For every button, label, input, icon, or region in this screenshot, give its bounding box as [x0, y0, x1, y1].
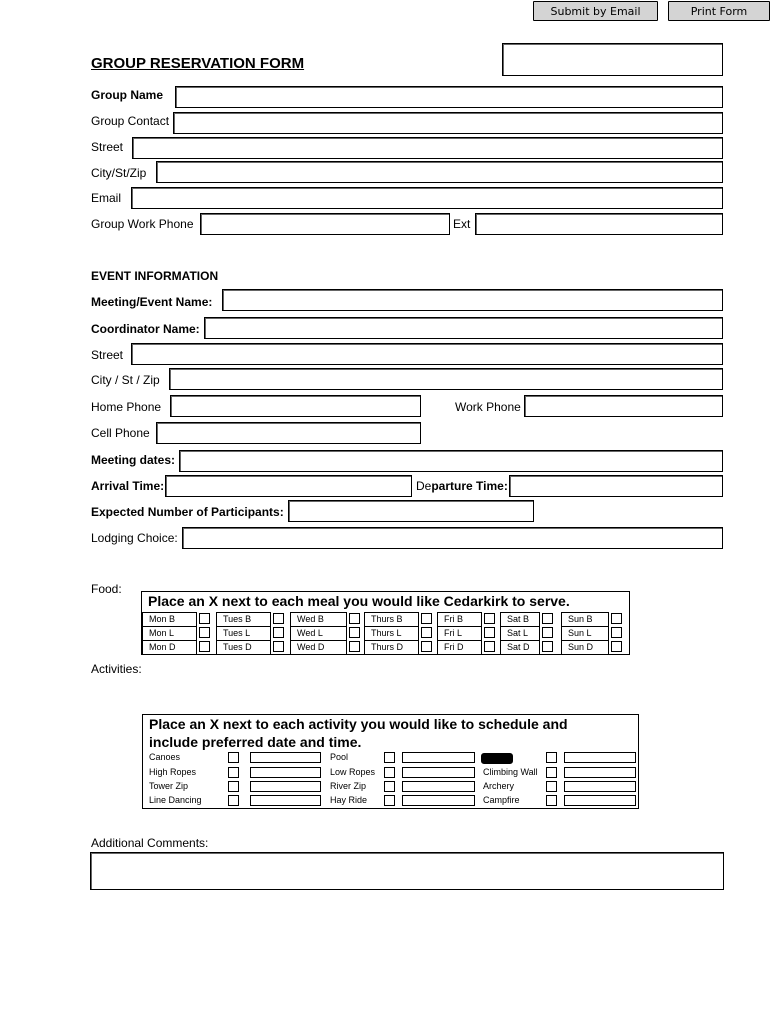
- activity-datetime-input[interactable]: [564, 781, 636, 792]
- activity-label: Canoes: [149, 752, 181, 762]
- home-phone-input[interactable]: [170, 395, 421, 417]
- activity-label: River Zip: [330, 781, 367, 791]
- food-meal-label: Mon B: [142, 612, 197, 627]
- food-meal-checkbox[interactable]: [611, 613, 622, 624]
- food-meal-label: Tues D: [216, 640, 271, 655]
- food-meal-checkbox[interactable]: [484, 613, 495, 624]
- food-meal-checkbox[interactable]: [421, 627, 432, 638]
- food-meal-label: Sat L: [500, 626, 540, 641]
- event-city-input[interactable]: [169, 368, 723, 390]
- food-meal-checkbox[interactable]: [273, 641, 284, 652]
- food-meal-checkbox[interactable]: [199, 627, 210, 638]
- activity-datetime-input[interactable]: [564, 752, 636, 763]
- group-city-label: City/St/Zip: [91, 166, 147, 180]
- group-contact-input[interactable]: [173, 112, 723, 134]
- activity-datetime-input[interactable]: [564, 767, 636, 778]
- home-phone-label: Home Phone: [91, 400, 162, 414]
- food-meal-label: Sun L: [561, 626, 609, 641]
- meeting-name-label: Meeting/Event Name:: [91, 295, 213, 309]
- meeting-dates-input[interactable]: [179, 450, 723, 472]
- food-meal-label: Sun B: [561, 612, 609, 627]
- submit-by-email-button[interactable]: Submit by Email: [533, 1, 658, 21]
- food-meal-checkbox[interactable]: [349, 641, 360, 652]
- food-meal-label: Mon D: [142, 640, 197, 655]
- activity-checkbox[interactable]: [384, 767, 395, 778]
- group-email-input[interactable]: [131, 187, 723, 209]
- group-ext-label: Ext: [453, 217, 471, 231]
- coordinator-name-label: Coordinator Name:: [91, 322, 200, 336]
- activity-label: Archery: [483, 781, 515, 791]
- food-meal-label: Tues L: [216, 626, 271, 641]
- food-meal-checkbox[interactable]: [273, 613, 284, 624]
- activity-label: Line Dancing: [149, 795, 202, 805]
- comments-textarea[interactable]: [90, 852, 724, 890]
- activity-datetime-input[interactable]: [402, 795, 475, 806]
- group-street-input[interactable]: [132, 137, 723, 159]
- participants-input[interactable]: [288, 500, 534, 522]
- participants-label: Expected Number of Participants:: [91, 505, 284, 519]
- food-meal-label: Fri B: [437, 612, 482, 627]
- food-meal-label: Thurs D: [364, 640, 419, 655]
- food-meal-label: Mon L: [142, 626, 197, 641]
- activity-label: Pool: [330, 752, 349, 762]
- group-name-input[interactable]: [175, 86, 723, 108]
- activity-label: High Ropes: [149, 767, 197, 777]
- activity-datetime-input[interactable]: [250, 795, 321, 806]
- food-meal-checkbox[interactable]: [484, 627, 495, 638]
- activity-datetime-input[interactable]: [402, 752, 475, 763]
- food-meal-label: Thurs B: [364, 612, 419, 627]
- food-meal-label: Sun D: [561, 640, 609, 655]
- food-instruction: Place an X next to each meal you would like Cedarkirk to serve.: [148, 593, 570, 609]
- meeting-dates-label: Meeting dates:: [91, 453, 176, 467]
- food-meal-label: Tues B: [216, 612, 271, 627]
- coordinator-name-input[interactable]: [204, 317, 723, 339]
- print-form-button[interactable]: Print Form: [668, 1, 770, 21]
- food-meal-checkbox[interactable]: [199, 641, 210, 652]
- activity-checkbox[interactable]: [228, 795, 239, 806]
- departure-time-label: Departure Time:: [416, 479, 508, 493]
- food-meal-label: Fri L: [437, 626, 482, 641]
- food-meal-label: Sat B: [500, 612, 540, 627]
- comments-label: Additional Comments:: [91, 836, 209, 850]
- activity-label: Low Ropes: [330, 767, 376, 777]
- food-meal-label: Sat D: [500, 640, 540, 655]
- activity-datetime-input[interactable]: [250, 767, 321, 778]
- event-city-label: City / St / Zip: [91, 373, 160, 387]
- activity-checkbox[interactable]: [228, 752, 239, 763]
- cell-phone-input[interactable]: [156, 422, 421, 444]
- group-email-label: Email: [91, 191, 122, 205]
- food-label: Food:: [91, 582, 122, 596]
- activity-checkbox[interactable]: [546, 752, 557, 763]
- food-meal-label: Fri D: [437, 640, 482, 655]
- reservation-number-field[interactable]: [502, 43, 723, 76]
- food-meal-checkbox[interactable]: [542, 641, 553, 652]
- page-title: GROUP RESERVATION FORM: [91, 55, 305, 72]
- work-phone-label: Work Phone: [455, 400, 521, 414]
- food-meal-checkbox[interactable]: [611, 641, 622, 652]
- activities-instruction: Place an X next to each activity you would like to schedule and include preferred date and time.: [149, 716, 568, 750]
- activity-datetime-input[interactable]: [250, 752, 321, 763]
- event-street-input[interactable]: [131, 343, 723, 365]
- event-section-heading: EVENT INFORMATION: [91, 269, 219, 283]
- activity-checkbox[interactable]: [384, 781, 395, 792]
- meeting-name-input[interactable]: [222, 289, 723, 311]
- cell-phone-label: Cell Phone: [91, 426, 150, 440]
- group-city-input[interactable]: [156, 161, 723, 183]
- activity-label-redacted: [481, 753, 513, 764]
- food-meal-checkbox[interactable]: [484, 641, 495, 652]
- activity-label: Climbing Wall: [483, 767, 538, 777]
- food-meal-label: Wed L: [290, 626, 347, 641]
- activity-checkbox[interactable]: [228, 781, 239, 792]
- lodging-choice-input[interactable]: [182, 527, 723, 549]
- food-meal-label: Wed D: [290, 640, 347, 655]
- group-phone-label: Group Work Phone: [91, 217, 194, 231]
- activity-checkbox[interactable]: [228, 767, 239, 778]
- activities-label: Activities:: [91, 662, 142, 676]
- food-meal-checkbox[interactable]: [273, 627, 284, 638]
- food-meal-label: Thurs L: [364, 626, 419, 641]
- arrival-time-input[interactable]: [165, 475, 412, 497]
- food-meal-checkbox[interactable]: [199, 613, 210, 624]
- activity-label: Campfire: [483, 795, 520, 805]
- food-meal-checkbox[interactable]: [611, 627, 622, 638]
- event-street-label: Street: [91, 348, 124, 362]
- activity-checkbox[interactable]: [384, 795, 395, 806]
- food-meal-label: Wed B: [290, 612, 347, 627]
- activity-checkbox[interactable]: [546, 767, 557, 778]
- arrival-time-label: Arrival Time:: [91, 479, 165, 493]
- work-phone-input[interactable]: [524, 395, 723, 417]
- departure-time-input[interactable]: [509, 475, 723, 497]
- activity-label: Tower Zip: [149, 781, 189, 791]
- food-meal-checkbox[interactable]: [421, 641, 432, 652]
- lodging-choice-label: Lodging Choice:: [91, 531, 178, 545]
- activity-datetime-input[interactable]: [250, 781, 321, 792]
- food-meal-checkbox[interactable]: [542, 627, 553, 638]
- group-ext-input[interactable]: [475, 213, 723, 235]
- group-street-label: Street: [91, 140, 124, 154]
- activity-checkbox[interactable]: [384, 752, 395, 763]
- group-phone-input[interactable]: [200, 213, 450, 235]
- group-name-label: Group Name: [91, 88, 164, 102]
- food-meal-checkbox[interactable]: [542, 613, 553, 624]
- food-meal-checkbox[interactable]: [349, 627, 360, 638]
- group-contact-label: Group Contact: [91, 114, 170, 128]
- food-meal-checkbox[interactable]: [349, 613, 360, 624]
- activity-label: Hay Ride: [330, 795, 368, 805]
- activity-checkbox[interactable]: [546, 781, 557, 792]
- activity-datetime-input[interactable]: [564, 795, 636, 806]
- activity-datetime-input[interactable]: [402, 781, 475, 792]
- activity-checkbox[interactable]: [546, 795, 557, 806]
- food-meal-checkbox[interactable]: [421, 613, 432, 624]
- activity-datetime-input[interactable]: [402, 767, 475, 778]
